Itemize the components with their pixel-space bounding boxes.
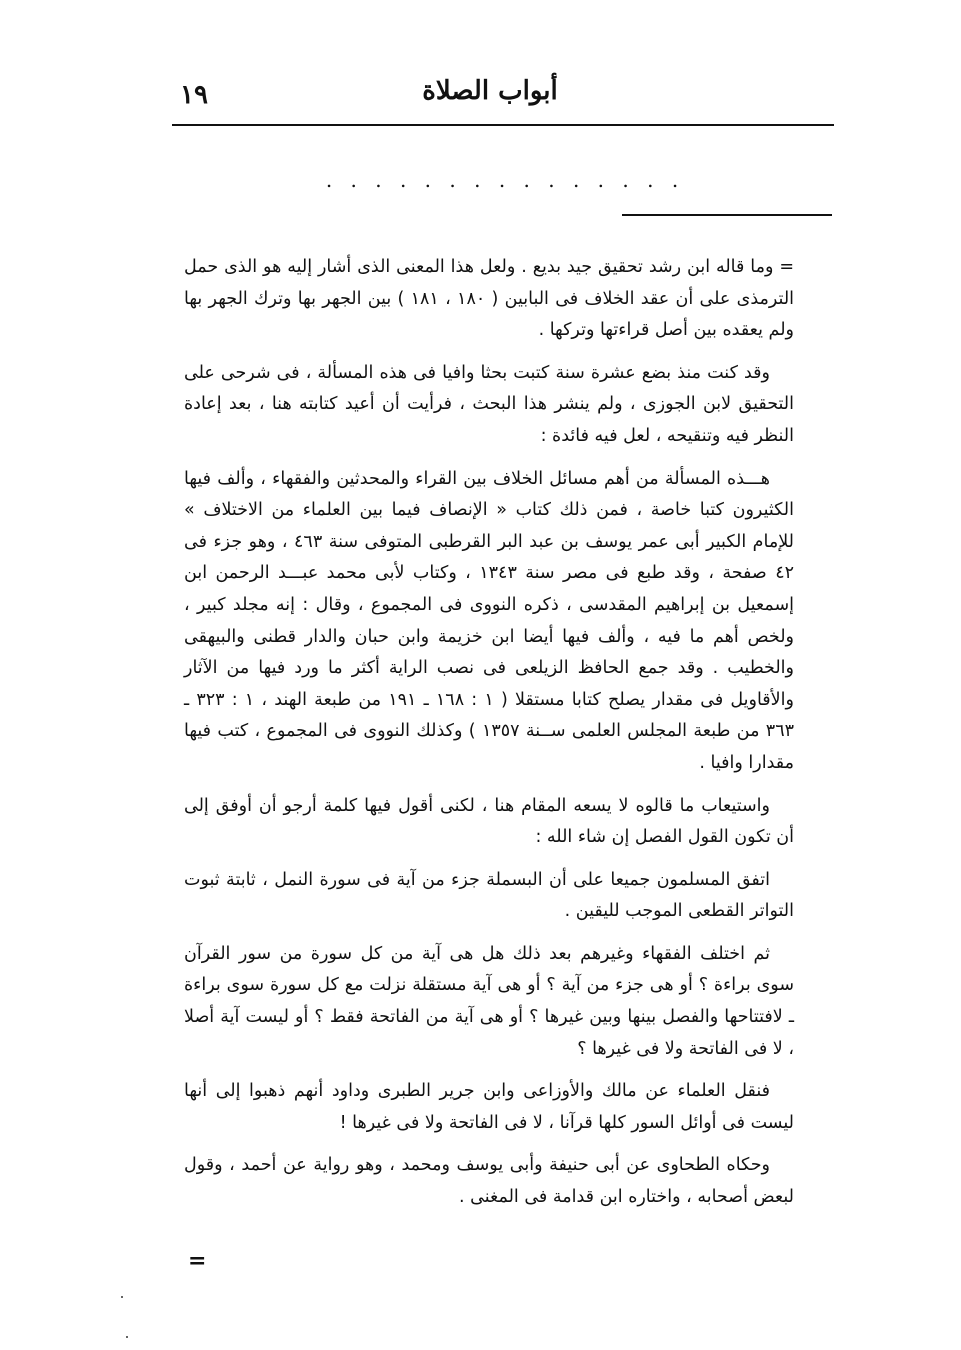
paragraph: وقد كنت منذ بضع عشرة سنة كتبت بحثا وافيا فى هذه المسألة ، فى شرحى على التحقيق لابن الجوزى ، ولم ينشر هذا البحث ، فرأيت أن أعيد كتابته هنا ، بعد إعادة النظر فيه وتنقيحه ، لعل فيه فائدة : bbox=[184, 362, 794, 446]
paragraph: فنقل العلماء عن مالك والأوزاعى وابن جرير الطبرى وداود أنهم ذهبوا إلى أنها ليست فى أوائل السور كلها قرآنا ، لا فى الفاتحة ولا فى غيرها ! bbox=[184, 1081, 794, 1133]
header-rule bbox=[172, 124, 834, 126]
paragraph: ثم اختلف الفقهاء وغيرهم بعد ذلك هل هى آية من كل سورة من سور القرآن سوى براءة ؟ أو هى جزء من آية ؟ أو هى آية مستقلة نزلت مع كل سورة سوى براءة ـ لافتتاحها والفصل بينها وبين غيرها ؟ أو هى آية من الفاتحة فقط ؟ أو ليست آية أصلا ، لا فى الفاتحة ولا فى غيرها ؟ bbox=[184, 943, 794, 1059]
running-title: أبواب الصلاة bbox=[422, 76, 558, 106]
paragraph: واستيعاب ما قالوه لا يسعه المقام هنا ، لكنى أقول فيها كلمة أرجو أن أوفق إلى أن تكون القول الفصل إن شاء الله : bbox=[184, 795, 794, 848]
page-number: ١٩ bbox=[180, 80, 208, 110]
paragraph: وحكاه الطحاوى عن أبى حنيفة وأبى يوسف ومحمد ، وهو رواية عن أحمد ، وقول لبعض أصحابه ، واختاره ابن قدامة فى المغنى . bbox=[184, 1155, 794, 1208]
separator-dots: . . . . . . . . . . . . . . . bbox=[325, 168, 685, 192]
paragraph: هـــذه المسألة من أهم مسائل الخلاف بين القراء والمحدثين والفقهاء ، وألف فيها الكثيرون كتبا خاصة ، فمن ذلك كتاب « الإنصاف فيما بين العلماء من الاختلاف » للإمام الكبير أبى عمر يوسف بن عبد البر القرطبى المتوفى سنة ٤٦٣ ، وهو جزء فى ٤٢ صفحة ، وقد طبع فى مصر سنة ١٣٤٣ ، وكتاب لأبى محمد عبـــد الرحمن ابن إسمعيل بن إبراهيم المقدسى ، ذكره النووى فى المجموع ، وقال : إنه مجلد كبير ، ولخص أهم ما فيه ، وألف فيها أيضا ابن خزيمة وابن حبان والدار قطنى والبيهقى والخطيب . وقد جمع الحافظ الزيلعى فى نصب الراية أكثر ما ورد فيها من الآثار والأقاويل فى مقدار يصلح كتابا مستقلا ( ١ : ١٦٨ ـ ١٩١ من طبعة الهند ، ١ : ٣٢٣ ـ ٣٦٣ من طبعة المجلس العلمى ســنة ١٣٥٧ ) وكذلك النووى فى المجموع ، كتب فيها مقدارا وافيا . bbox=[184, 468, 794, 773]
paragraph: = وما قاله ابن رشد تحقيق جيد بديع . ولعل هذا المعنى الذى أشار إليه هو الذى حمل الترمذى على أن عقد الخلاف فى البابين ( ١٨٠ ، ١٨١ ) بين الجهر بها وترك الجهر بها ولم يعقده بين أصل قراءتها وتركها . bbox=[184, 257, 795, 341]
paragraph: اتفق المسلمون جميعا على أن البسملة جزء من آية فى سورة النمل ، ثابتة ثبوت التواتر القطعى الموجب لليقين . bbox=[184, 869, 794, 922]
scan-speck bbox=[121, 1296, 123, 1298]
continuation-mark: = bbox=[188, 1248, 207, 1274]
main-text bbox=[184, 252, 794, 1225]
scan-speck bbox=[126, 1336, 128, 1338]
footnote-separator-rule bbox=[622, 214, 832, 216]
